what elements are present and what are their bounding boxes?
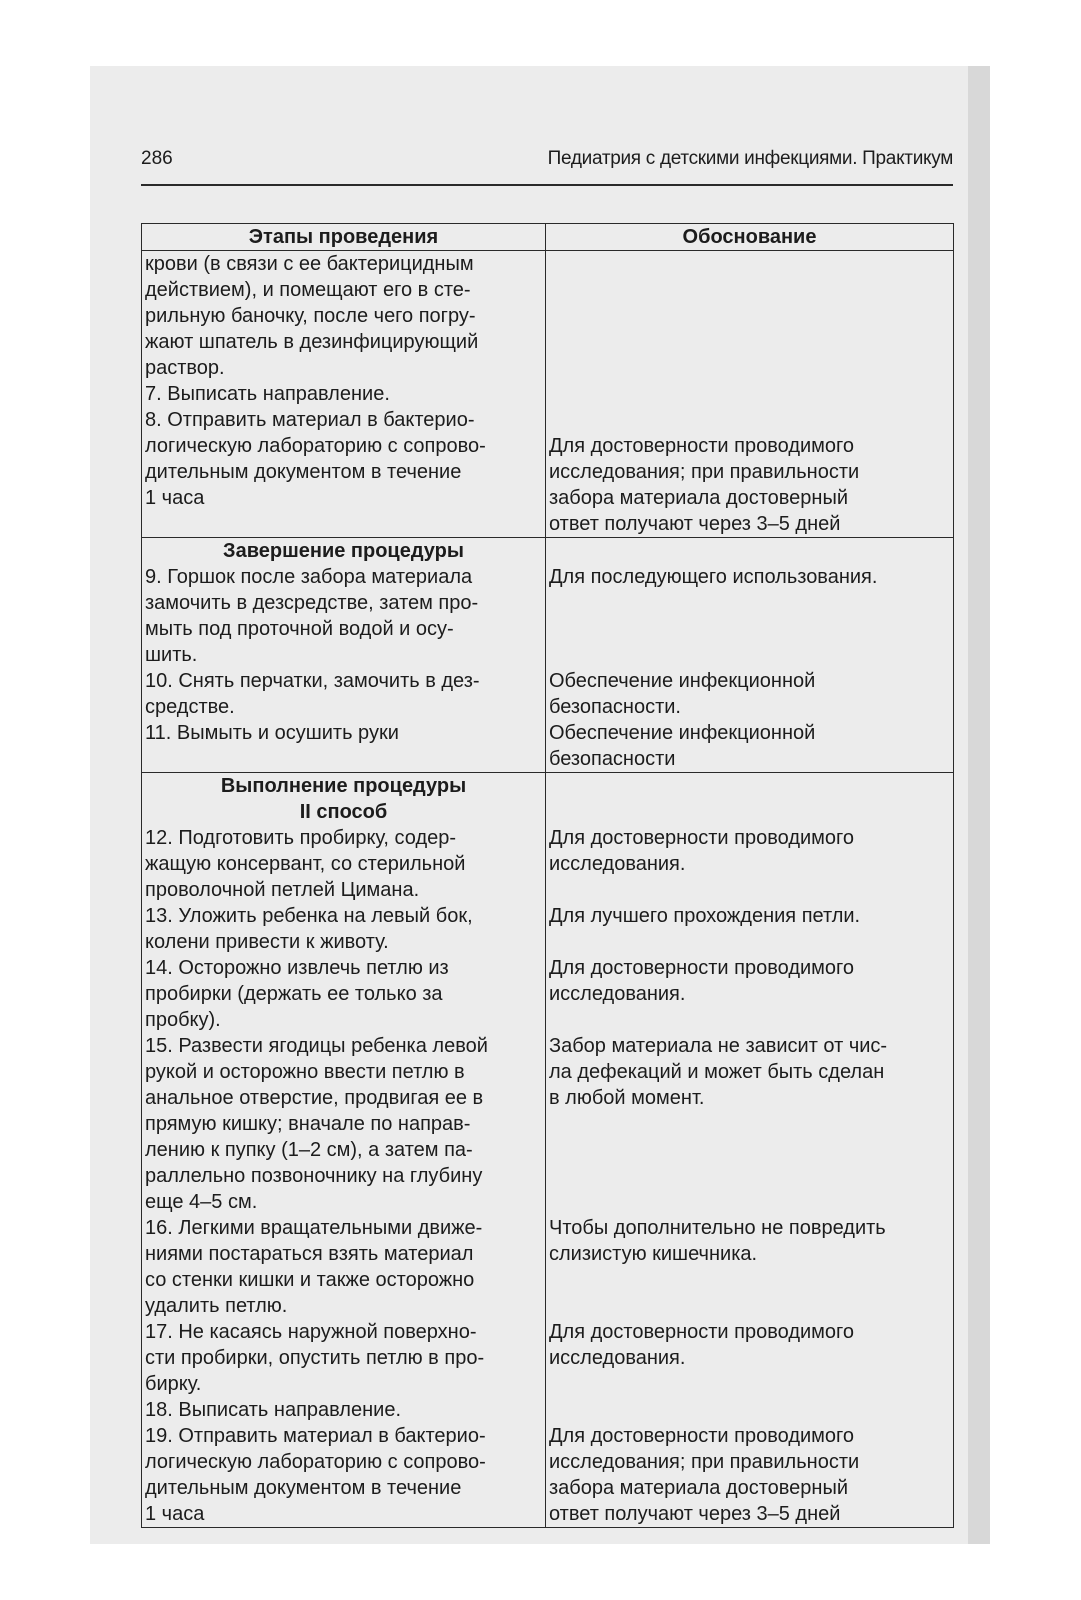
- rationale-text: [549, 433, 950, 537]
- stages-cell: [142, 773, 546, 1528]
- text-line: жают шпатель в дезинфицирующий: [145, 331, 479, 353]
- text-line: [549, 616, 950, 642]
- text-line: еще 4–5 см.: [145, 1191, 258, 1213]
- spacer-line: [549, 773, 950, 799]
- text-line: [549, 329, 950, 355]
- text-line: проволочной петлей Цимана.: [145, 879, 420, 901]
- text-line: средстве.: [145, 696, 235, 718]
- text-line: 18. Выписать направление.: [145, 1399, 401, 1421]
- text-line: колени привести к животу.: [145, 931, 389, 953]
- text-line: [549, 642, 950, 668]
- spacer-line: [549, 799, 950, 825]
- text-line: дительным документом в течение: [145, 1477, 462, 1499]
- rationale-text: [549, 1215, 950, 1319]
- running-title: Педиатрия с детскими инфекциями. Практикум: [547, 148, 953, 169]
- step-text: [145, 564, 542, 668]
- text-line: [549, 1007, 950, 1033]
- step-text: [145, 1215, 542, 1319]
- text-line: ниями постараться взять материал: [145, 1243, 474, 1265]
- section-title: II способ: [299, 801, 388, 823]
- text-line: бирку.: [145, 1373, 202, 1395]
- text-line: 14. Осторожно извлечь петлю из: [145, 957, 449, 979]
- step-text: [145, 1033, 542, 1215]
- text-line: 19. Отправить материал в бактерио-: [145, 1425, 486, 1447]
- text-line: Для последующего использования.: [549, 566, 878, 588]
- rationale-text: [549, 251, 950, 433]
- text-line: прямую кишку; вначале по направ-: [145, 1113, 471, 1135]
- text-line: 15. Развести ягодицы ребенка левой: [145, 1035, 488, 1057]
- text-line: Для достоверности проводимого: [549, 1321, 855, 1343]
- rationale-text: [549, 955, 950, 1033]
- column-header-stages: Этапы проведения: [142, 224, 546, 251]
- step-text: [145, 1423, 542, 1527]
- text-line: Обеспечение инфекционной: [549, 670, 816, 692]
- text-line: Для лучшего прохождения петли.: [549, 905, 861, 927]
- text-line: [549, 381, 950, 407]
- text-line: [549, 1397, 950, 1423]
- stages-cell: [142, 251, 546, 538]
- text-line: 16. Легкими вращательными движе-: [145, 1217, 483, 1239]
- table-row: [142, 538, 954, 773]
- text-line: Обеспечение инфекционной: [549, 722, 816, 744]
- text-line: крови (в связи с ее бактерицидным: [145, 253, 474, 275]
- spacer-line: [549, 538, 950, 564]
- section-title: Выполнение процедуры: [220, 775, 467, 797]
- text-line: [549, 590, 950, 616]
- step-text: [145, 668, 542, 720]
- step-text: [145, 251, 542, 381]
- rationale-text: [549, 1319, 950, 1423]
- text-line: Для достоверности проводимого: [549, 435, 855, 457]
- text-line: исследования.: [549, 853, 686, 875]
- text-line: исследования; при правильности: [549, 461, 860, 483]
- text-line: 1 часа: [145, 1503, 205, 1525]
- step-text: [145, 720, 542, 746]
- table-body: [142, 251, 954, 1528]
- text-line: логическую лабораторию с сопрово-: [145, 1451, 486, 1473]
- rationale-text: [549, 564, 950, 668]
- procedure-table: [141, 223, 954, 1528]
- text-line: [549, 303, 950, 329]
- text-line: ответ получают через 3–5 дней: [549, 1503, 841, 1525]
- text-line: исследования.: [549, 983, 686, 1005]
- text-line: [549, 1371, 950, 1397]
- text-line: со стенки кишки и также осторожно: [145, 1269, 475, 1291]
- text-line: 12. Подготовить пробирку, содер-: [145, 827, 457, 849]
- text-line: забора материала достоверный: [549, 487, 849, 509]
- text-line: замочить в дезсредстве, затем про-: [145, 592, 479, 614]
- text-line: рильную баночку, после чего погру-: [145, 305, 476, 327]
- text-line: пробку).: [145, 1009, 221, 1031]
- text-line: действием), и помещают его в сте-: [145, 279, 471, 301]
- rationale-text: [549, 1033, 950, 1215]
- text-line: дительным документом в течение: [145, 461, 462, 483]
- page-header: [141, 142, 953, 186]
- text-line: [549, 1189, 950, 1215]
- text-line: 13. Уложить ребенка на левый бок,: [145, 905, 473, 927]
- stages-cell: [142, 538, 546, 773]
- section-title: Завершение процедуры: [223, 540, 464, 562]
- text-line: [549, 277, 950, 303]
- text-line: рукой и осторожно ввести петлю в: [145, 1061, 465, 1083]
- text-line: исследования; при правильности: [549, 1451, 860, 1473]
- text-line: [549, 1137, 950, 1163]
- rationale-text: [549, 720, 950, 772]
- table-row: [142, 251, 954, 538]
- text-line: в любой момент.: [549, 1087, 705, 1109]
- step-text: [145, 955, 542, 1033]
- text-line: 1 часа: [145, 487, 205, 509]
- page-number: 286: [141, 148, 173, 169]
- text-line: забора материала достоверный: [549, 1477, 849, 1499]
- text-line: анальное отверстие, продвигая ее в: [145, 1087, 484, 1109]
- rationale-cell: [546, 251, 954, 538]
- text-line: Чтобы дополнительно не повредить: [549, 1217, 886, 1239]
- table-row: [142, 773, 954, 1528]
- text-line: 11. Вымыть и осушить руки: [145, 722, 399, 744]
- text-line: жащую консервант, со стерильной: [145, 853, 466, 875]
- column-header-rationale: Обоснование: [546, 224, 954, 251]
- text-line: мыть под проточной водой и осу-: [145, 618, 454, 640]
- text-line: 9. Горшок после забора материала: [145, 566, 473, 588]
- table-header-row: [142, 224, 954, 251]
- text-line: [549, 929, 950, 955]
- rationale-text: [549, 825, 950, 903]
- text-line: 10. Снять перчатки, замочить в дез-: [145, 670, 480, 692]
- step-text: [145, 903, 542, 955]
- text-line: [549, 877, 950, 903]
- text-line: раствор.: [145, 357, 225, 379]
- text-line: ответ получают через 3–5 дней: [549, 513, 841, 535]
- text-line: лению к пупку (1–2 см), а затем па-: [145, 1139, 473, 1161]
- text-line: [549, 1111, 950, 1137]
- rationale-cell: [546, 773, 954, 1528]
- text-line: [549, 1163, 950, 1189]
- step-text: [145, 407, 542, 511]
- text-line: исследования.: [549, 1347, 686, 1369]
- step-text: [145, 1319, 542, 1397]
- text-line: [549, 1267, 950, 1293]
- page-edge-shadow: [968, 66, 990, 1544]
- text-line: ла дефекаций и может быть сделан: [549, 1061, 885, 1083]
- step-text: [145, 825, 542, 903]
- text-line: Забор материала не зависит от чис-: [549, 1035, 888, 1057]
- rationale-text: [549, 668, 950, 720]
- text-line: сти пробирки, опустить петлю в про-: [145, 1347, 485, 1369]
- text-line: [549, 355, 950, 381]
- text-line: Для достоверности проводимого: [549, 957, 855, 979]
- text-line: шить.: [145, 644, 198, 666]
- text-line: [549, 251, 950, 277]
- rationale-text: [549, 1423, 950, 1527]
- text-line: раллельно позвоночнику на глубину: [145, 1165, 483, 1187]
- text-line: пробирки (держать ее только за: [145, 983, 443, 1005]
- text-line: 8. Отправить материал в бактерио-: [145, 409, 475, 431]
- text-line: удалить петлю.: [145, 1295, 288, 1317]
- step-text: [145, 381, 542, 407]
- rationale-cell: [546, 538, 954, 773]
- text-line: 17. Не касаясь наружной поверхно-: [145, 1321, 477, 1343]
- text-line: слизистую кишечника.: [549, 1243, 758, 1265]
- step-text: [145, 1397, 542, 1423]
- text-line: Для достоверности проводимого: [549, 827, 855, 849]
- rationale-text: [549, 903, 950, 955]
- text-line: 7. Выписать направление.: [145, 383, 390, 405]
- text-line: Для достоверности проводимого: [549, 1425, 855, 1447]
- text-line: логическую лабораторию с сопрово-: [145, 435, 486, 457]
- text-line: [549, 1293, 950, 1319]
- text-line: безопасности.: [549, 696, 681, 718]
- text-line: безопасности: [549, 748, 676, 770]
- text-line: [549, 407, 950, 433]
